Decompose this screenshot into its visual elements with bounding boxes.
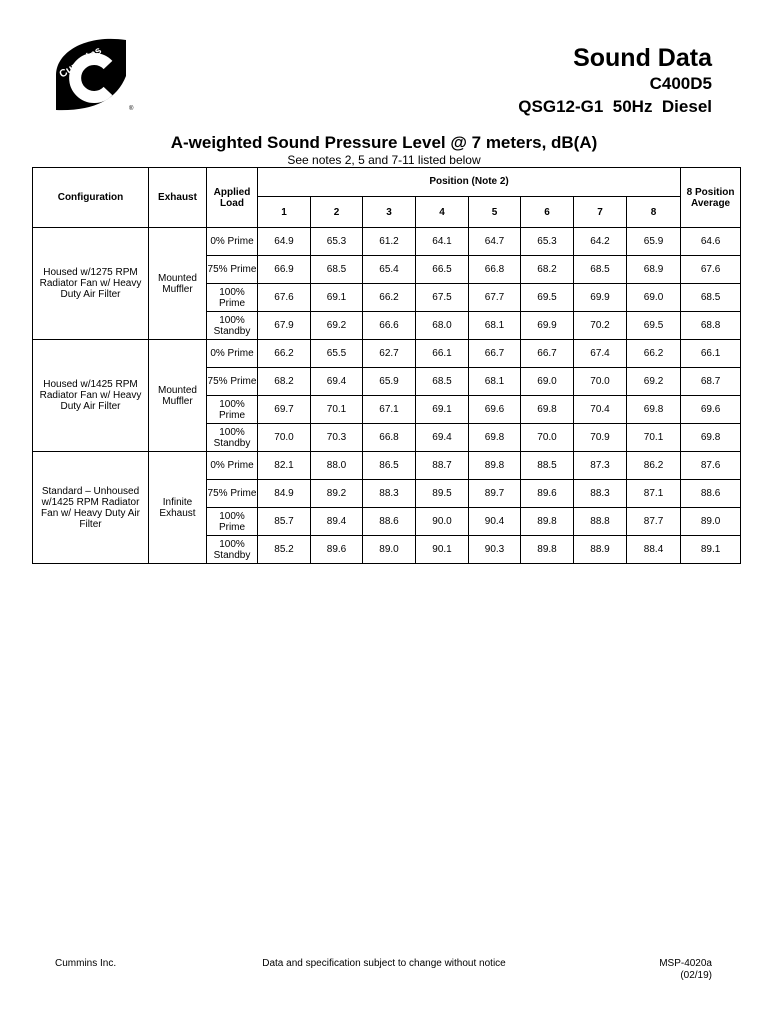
exhaust-cell: Mounted Muffler — [149, 228, 207, 340]
position-value-cell: 70.1 — [311, 396, 363, 424]
position-value-cell: 64.7 — [469, 228, 521, 256]
position-value-cell: 70.0 — [521, 424, 574, 452]
position-value-cell: 65.9 — [363, 368, 416, 396]
position-value-cell: 68.2 — [521, 256, 574, 284]
position-value-cell: 89.8 — [469, 452, 521, 480]
position-value-cell: 68.5 — [416, 368, 469, 396]
position-value-cell: 66.1 — [416, 340, 469, 368]
applied-load-cell: 75% Prime — [207, 256, 258, 284]
position-value-cell: 89.6 — [521, 480, 574, 508]
position-value-cell: 67.9 — [258, 312, 311, 340]
position-value-cell: 69.8 — [627, 396, 681, 424]
position-value-cell: 66.2 — [627, 340, 681, 368]
position-value-cell: 67.6 — [258, 284, 311, 312]
position-value-cell: 69.0 — [627, 284, 681, 312]
exhaust-cell: Infinite Exhaust — [149, 452, 207, 564]
position-value-cell: 69.1 — [416, 396, 469, 424]
configuration-cell: Housed w/1275 RPM Radiator Fan w/ Heavy Duty Air Filter — [33, 228, 149, 340]
position-value-cell: 68.2 — [258, 368, 311, 396]
position-value-cell: 64.2 — [574, 228, 627, 256]
position-value-cell: 68.1 — [469, 312, 521, 340]
applied-load-cell: 100% Prime — [207, 396, 258, 424]
position-value-cell: 89.6 — [311, 536, 363, 564]
position-value-cell: 69.9 — [574, 284, 627, 312]
position-value-cell: 69.4 — [311, 368, 363, 396]
position-value-cell: 69.2 — [311, 312, 363, 340]
position-value-cell: 87.1 — [627, 480, 681, 508]
position-value-cell: 69.9 — [521, 312, 574, 340]
applied-load-cell: 0% Prime — [207, 452, 258, 480]
position-value-cell: 88.8 — [574, 508, 627, 536]
position-value-cell: 88.0 — [311, 452, 363, 480]
position-value-cell: 69.5 — [627, 312, 681, 340]
average-value-cell: 69.8 — [681, 424, 741, 452]
position-value-cell: 65.9 — [627, 228, 681, 256]
position-value-cell: 66.5 — [416, 256, 469, 284]
position-value-cell: 87.7 — [627, 508, 681, 536]
configuration-cell: Standard – Unhoused w/1425 RPM Radiator Fan w/ Heavy Duty Air Filter — [33, 452, 149, 564]
header-position-1: 1 — [258, 197, 311, 228]
average-value-cell: 68.5 — [681, 284, 741, 312]
average-value-cell: 89.0 — [681, 508, 741, 536]
position-value-cell: 67.1 — [363, 396, 416, 424]
position-value-cell: 85.7 — [258, 508, 311, 536]
header-configuration: Configuration — [33, 168, 149, 228]
position-value-cell: 70.0 — [258, 424, 311, 452]
position-value-cell: 88.5 — [521, 452, 574, 480]
position-value-cell: 65.5 — [311, 340, 363, 368]
position-value-cell: 89.8 — [521, 536, 574, 564]
position-value-cell: 64.9 — [258, 228, 311, 256]
position-value-cell: 69.8 — [469, 424, 521, 452]
average-value-cell: 69.6 — [681, 396, 741, 424]
position-value-cell: 65.4 — [363, 256, 416, 284]
position-value-cell: 89.0 — [363, 536, 416, 564]
position-value-cell: 68.5 — [311, 256, 363, 284]
position-value-cell: 66.2 — [363, 284, 416, 312]
applied-load-cell: 75% Prime — [207, 480, 258, 508]
position-value-cell: 87.3 — [574, 452, 627, 480]
applied-load-cell: 100% Standby — [207, 312, 258, 340]
position-value-cell: 68.5 — [574, 256, 627, 284]
position-value-cell: 69.5 — [521, 284, 574, 312]
model-name: C400D5 — [649, 74, 712, 93]
header-position-2: 2 — [311, 197, 363, 228]
applied-load-cell: 100% Prime — [207, 284, 258, 312]
table-notes: See notes 2, 5 and 7-11 listed below — [287, 153, 481, 167]
table-row — [33, 228, 741, 256]
footer-disclaimer: Data and specification subject to change without notice — [262, 958, 506, 969]
position-value-cell: 88.3 — [363, 480, 416, 508]
cummins-logo — [52, 38, 136, 112]
position-value-cell: 70.3 — [311, 424, 363, 452]
footer-doc-info — [659, 958, 712, 982]
header-position-3: 3 — [363, 197, 416, 228]
header-exhaust: Exhaust — [149, 168, 207, 228]
position-value-cell: 90.0 — [416, 508, 469, 536]
position-value-cell: 89.8 — [521, 508, 574, 536]
table-row — [33, 452, 741, 480]
position-value-cell: 89.5 — [416, 480, 469, 508]
position-value-cell: 65.3 — [521, 228, 574, 256]
position-value-cell: 69.6 — [469, 396, 521, 424]
position-value-cell: 88.3 — [574, 480, 627, 508]
footer-date: (02/19) — [680, 970, 712, 981]
configuration-cell: Housed w/1425 RPM Radiator Fan w/ Heavy Duty Air Filter — [33, 340, 149, 452]
applied-load-cell: 100% Standby — [207, 536, 258, 564]
position-value-cell: 88.9 — [574, 536, 627, 564]
table-heading: A-weighted Sound Pressure Level @ 7 meters, dB(A) — [170, 133, 598, 152]
position-value-cell: 88.6 — [363, 508, 416, 536]
position-value-cell: 90.1 — [416, 536, 469, 564]
header-average: 8 Position Average — [681, 168, 741, 228]
position-value-cell: 66.2 — [258, 340, 311, 368]
applied-load-cell: 100% Prime — [207, 508, 258, 536]
average-value-cell: 66.1 — [681, 340, 741, 368]
position-value-cell: 69.4 — [416, 424, 469, 452]
position-value-cell: 68.0 — [416, 312, 469, 340]
position-value-cell: 89.4 — [311, 508, 363, 536]
position-value-cell: 65.3 — [311, 228, 363, 256]
position-value-cell: 66.7 — [521, 340, 574, 368]
position-value-cell: 88.4 — [627, 536, 681, 564]
position-value-cell: 70.9 — [574, 424, 627, 452]
position-value-cell: 70.1 — [627, 424, 681, 452]
position-value-cell: 70.4 — [574, 396, 627, 424]
position-value-cell: 69.2 — [627, 368, 681, 396]
position-value-cell: 82.1 — [258, 452, 311, 480]
applied-load-cell: 100% Standby — [207, 424, 258, 452]
footer-company: Cummins Inc. — [55, 958, 117, 969]
position-value-cell: 69.8 — [521, 396, 574, 424]
header-position-7: 7 — [574, 197, 627, 228]
position-value-cell: 88.7 — [416, 452, 469, 480]
average-value-cell: 89.1 — [681, 536, 741, 564]
position-value-cell: 85.2 — [258, 536, 311, 564]
applied-load-cell: 0% Prime — [207, 228, 258, 256]
position-value-cell: 68.1 — [469, 368, 521, 396]
position-value-cell: 66.8 — [363, 424, 416, 452]
header-position-8: 8 — [627, 197, 681, 228]
footer-doc-number: MSP-4020a — [659, 958, 712, 969]
position-value-cell: 69.7 — [258, 396, 311, 424]
average-value-cell: 88.6 — [681, 480, 741, 508]
position-value-cell: 84.9 — [258, 480, 311, 508]
position-value-cell: 86.2 — [627, 452, 681, 480]
position-value-cell: 89.2 — [311, 480, 363, 508]
position-value-cell: 64.1 — [416, 228, 469, 256]
position-value-cell: 61.2 — [363, 228, 416, 256]
applied-load-cell: 75% Prime — [207, 368, 258, 396]
position-value-cell: 90.3 — [469, 536, 521, 564]
page-title: Sound Data — [573, 44, 712, 72]
position-value-cell: 69.0 — [521, 368, 574, 396]
header-position: Position (Note 2) — [258, 168, 681, 197]
position-value-cell: 67.4 — [574, 340, 627, 368]
engine-spec: QSG12-G1 50Hz Diesel — [518, 97, 712, 116]
document-header — [518, 44, 712, 118]
position-value-cell: 67.5 — [416, 284, 469, 312]
average-value-cell: 68.7 — [681, 368, 741, 396]
position-value-cell: 90.4 — [469, 508, 521, 536]
average-value-cell: 87.6 — [681, 452, 741, 480]
average-value-cell: 67.6 — [681, 256, 741, 284]
position-value-cell: 66.7 — [469, 340, 521, 368]
header-position-5: 5 — [469, 197, 521, 228]
logo-text: Cummins — [57, 44, 104, 81]
position-value-cell: 70.2 — [574, 312, 627, 340]
header-position-4: 4 — [416, 197, 469, 228]
position-value-cell: 66.8 — [469, 256, 521, 284]
position-value-cell: 67.7 — [469, 284, 521, 312]
table-row — [33, 340, 741, 368]
header-applied-load: Applied Load — [207, 168, 258, 228]
position-value-cell: 66.6 — [363, 312, 416, 340]
header-position-6: 6 — [521, 197, 574, 228]
position-value-cell: 62.7 — [363, 340, 416, 368]
applied-load-cell: 0% Prime — [207, 340, 258, 368]
sound-data-table — [32, 167, 741, 564]
position-value-cell: 68.9 — [627, 256, 681, 284]
average-value-cell: 68.8 — [681, 312, 741, 340]
position-value-cell: 89.7 — [469, 480, 521, 508]
position-value-cell: 66.9 — [258, 256, 311, 284]
position-value-cell: 86.5 — [363, 452, 416, 480]
exhaust-cell: Mounted Muffler — [149, 340, 207, 452]
average-value-cell: 64.6 — [681, 228, 741, 256]
position-value-cell: 69.1 — [311, 284, 363, 312]
position-value-cell: 70.0 — [574, 368, 627, 396]
registered-mark: ® — [129, 106, 134, 112]
